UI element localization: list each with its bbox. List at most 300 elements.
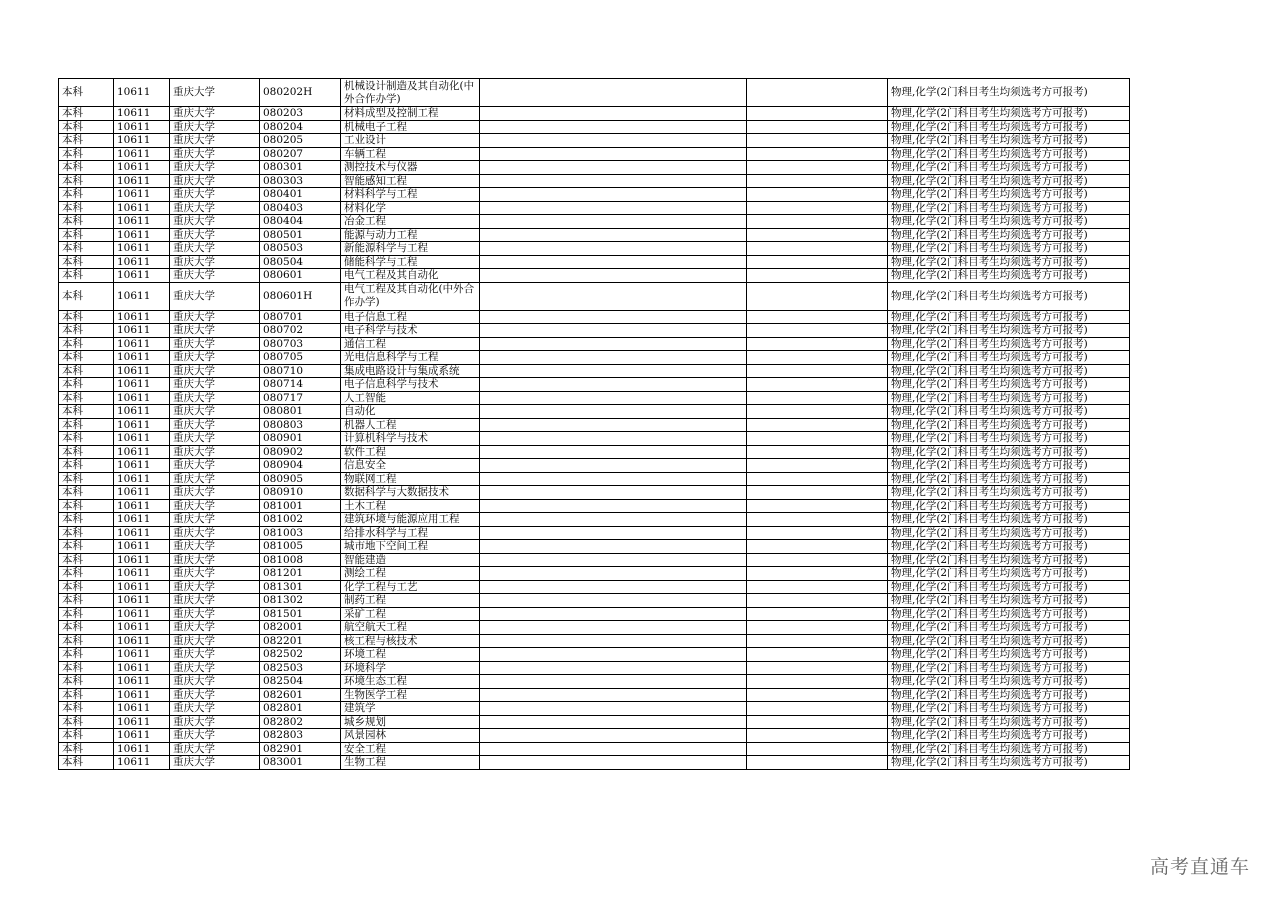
cell-major-name: 环境工程 [341, 648, 480, 662]
cell-major-code: 080710 [260, 364, 341, 378]
cell-major-name: 计算机科学与技术 [341, 432, 480, 446]
cell-requirement: 物理,化学(2门科目考生均须选考方可报考) [888, 567, 1130, 581]
cell-requirement: 物理,化学(2门科目考生均须选考方可报考) [888, 134, 1130, 148]
table-row [59, 459, 1130, 473]
cell-requirement: 物理,化学(2门科目考生均须选考方可报考) [888, 337, 1130, 351]
cell-level: 本科 [59, 120, 114, 134]
cell-school-name: 重庆大学 [170, 459, 260, 473]
cell-requirement: 物理,化学(2门科目考生均须选考方可报考) [888, 553, 1130, 567]
cell-major-code: 080601 [260, 269, 341, 283]
cell-blank1 [480, 174, 747, 188]
cell-school-name: 重庆大学 [170, 756, 260, 770]
cell-blank2 [747, 634, 888, 648]
cell-school-code: 10611 [114, 351, 170, 365]
cell-school-name: 重庆大学 [170, 351, 260, 365]
cell-major-name: 软件工程 [341, 445, 480, 459]
cell-school-code: 10611 [114, 526, 170, 540]
table-row [59, 432, 1130, 446]
cell-major-name: 材料化学 [341, 201, 480, 215]
cell-blank1 [480, 702, 747, 716]
cell-blank1 [480, 79, 747, 107]
cell-major-name: 城市地下空间工程 [341, 540, 480, 554]
cell-school-code: 10611 [114, 364, 170, 378]
cell-level: 本科 [59, 337, 114, 351]
cell-school-name: 重庆大学 [170, 120, 260, 134]
cell-blank2 [747, 188, 888, 202]
cell-school-code: 10611 [114, 472, 170, 486]
cell-requirement: 物理,化学(2门科目考生均须选考方可报考) [888, 174, 1130, 188]
cell-blank2 [747, 729, 888, 743]
cell-blank1 [480, 405, 747, 419]
cell-major-code: 081008 [260, 553, 341, 567]
cell-school-name: 重庆大学 [170, 255, 260, 269]
cell-major-name: 制药工程 [341, 594, 480, 608]
cell-blank2 [747, 324, 888, 338]
cell-school-code: 10611 [114, 120, 170, 134]
cell-level: 本科 [59, 499, 114, 513]
cell-requirement: 物理,化学(2门科目考生均须选考方可报考) [888, 702, 1130, 716]
cell-major-code: 083001 [260, 756, 341, 770]
table-row [59, 472, 1130, 486]
cell-school-name: 重庆大学 [170, 282, 260, 310]
cell-requirement: 物理,化学(2门科目考生均须选考方可报考) [888, 269, 1130, 283]
cell-blank1 [480, 255, 747, 269]
cell-major-code: 080504 [260, 255, 341, 269]
cell-level: 本科 [59, 621, 114, 635]
cell-school-code: 10611 [114, 242, 170, 256]
cell-school-code: 10611 [114, 391, 170, 405]
cell-requirement: 物理,化学(2门科目考生均须选考方可报考) [888, 661, 1130, 675]
cell-blank1 [480, 675, 747, 689]
cell-major-code: 082001 [260, 621, 341, 635]
cell-school-name: 重庆大学 [170, 594, 260, 608]
cell-requirement: 物理,化学(2门科目考生均须选考方可报考) [888, 513, 1130, 527]
cell-major-name: 新能源科学与工程 [341, 242, 480, 256]
cell-major-name: 工业设计 [341, 134, 480, 148]
cell-requirement: 物理,化学(2门科目考生均须选考方可报考) [888, 675, 1130, 689]
cell-level: 本科 [59, 580, 114, 594]
cell-requirement: 物理,化学(2门科目考生均须选考方可报考) [888, 688, 1130, 702]
table-row [59, 269, 1130, 283]
cell-major-code: 080703 [260, 337, 341, 351]
cell-blank1 [480, 188, 747, 202]
cell-requirement: 物理,化学(2门科目考生均须选考方可报考) [888, 351, 1130, 365]
cell-blank1 [480, 445, 747, 459]
cell-school-code: 10611 [114, 432, 170, 446]
cell-major-name: 自动化 [341, 405, 480, 419]
cell-major-name: 光电信息科学与工程 [341, 351, 480, 365]
cell-major-name: 电气工程及其自动化 [341, 269, 480, 283]
cell-major-name: 机器人工程 [341, 418, 480, 432]
cell-school-code: 10611 [114, 215, 170, 229]
major-requirements-table [58, 78, 1130, 770]
table-row [59, 174, 1130, 188]
cell-school-name: 重庆大学 [170, 432, 260, 446]
table-row [59, 201, 1130, 215]
cell-blank2 [747, 174, 888, 188]
cell-major-code: 080303 [260, 174, 341, 188]
cell-major-code: 081003 [260, 526, 341, 540]
cell-school-name: 重庆大学 [170, 445, 260, 459]
cell-school-code: 10611 [114, 742, 170, 756]
cell-blank1 [480, 107, 747, 121]
cell-level: 本科 [59, 459, 114, 473]
cell-blank1 [480, 594, 747, 608]
cell-level: 本科 [59, 418, 114, 432]
cell-level: 本科 [59, 540, 114, 554]
cell-major-code: 080501 [260, 228, 341, 242]
cell-major-name: 给排水科学与工程 [341, 526, 480, 540]
cell-school-name: 重庆大学 [170, 215, 260, 229]
cell-requirement: 物理,化学(2门科目考生均须选考方可报考) [888, 228, 1130, 242]
cell-school-name: 重庆大学 [170, 107, 260, 121]
cell-requirement: 物理,化学(2门科目考生均须选考方可报考) [888, 378, 1130, 392]
cell-blank2 [747, 688, 888, 702]
cell-requirement: 物理,化学(2门科目考生均须选考方可报考) [888, 742, 1130, 756]
cell-school-code: 10611 [114, 201, 170, 215]
cell-requirement: 物理,化学(2门科目考生均须选考方可报考) [888, 120, 1130, 134]
cell-major-name: 生物医学工程 [341, 688, 480, 702]
cell-school-code: 10611 [114, 607, 170, 621]
cell-blank1 [480, 486, 747, 500]
cell-blank2 [747, 445, 888, 459]
cell-school-code: 10611 [114, 282, 170, 310]
cell-blank1 [480, 391, 747, 405]
table-row [59, 634, 1130, 648]
cell-blank1 [480, 756, 747, 770]
cell-major-name: 物联网工程 [341, 472, 480, 486]
table-row [59, 715, 1130, 729]
cell-requirement: 物理,化学(2门科目考生均须选考方可报考) [888, 79, 1130, 107]
cell-blank2 [747, 418, 888, 432]
cell-major-code: 080301 [260, 161, 341, 175]
cell-major-code: 082503 [260, 661, 341, 675]
cell-major-code: 080801 [260, 405, 341, 419]
cell-requirement: 物理,化学(2门科目考生均须选考方可报考) [888, 594, 1130, 608]
cell-blank1 [480, 310, 747, 324]
cell-major-name: 航空航天工程 [341, 621, 480, 635]
cell-blank1 [480, 418, 747, 432]
cell-major-name: 安全工程 [341, 742, 480, 756]
cell-requirement: 物理,化学(2门科目考生均须选考方可报考) [888, 242, 1130, 256]
cell-major-name: 智能感知工程 [341, 174, 480, 188]
cell-blank1 [480, 378, 747, 392]
cell-blank2 [747, 472, 888, 486]
cell-school-name: 重庆大学 [170, 201, 260, 215]
cell-blank1 [480, 472, 747, 486]
cell-major-name: 机械设计制造及其自动化(中外合作办学) [341, 79, 480, 107]
cell-blank1 [480, 715, 747, 729]
cell-blank1 [480, 201, 747, 215]
cell-major-code: 080803 [260, 418, 341, 432]
cell-blank2 [747, 607, 888, 621]
cell-requirement: 物理,化学(2门科目考生均须选考方可报考) [888, 580, 1130, 594]
watermark-logo-text: 高考直通车 [1149, 856, 1250, 878]
cell-blank1 [480, 580, 747, 594]
cell-blank2 [747, 742, 888, 756]
cell-major-name: 智能建造 [341, 553, 480, 567]
cell-blank2 [747, 499, 888, 513]
cell-school-code: 10611 [114, 580, 170, 594]
cell-level: 本科 [59, 391, 114, 405]
table-row [59, 702, 1130, 716]
cell-requirement: 物理,化学(2门科目考生均须选考方可报考) [888, 215, 1130, 229]
cell-level: 本科 [59, 269, 114, 283]
cell-major-code: 080902 [260, 445, 341, 459]
cell-blank1 [480, 553, 747, 567]
cell-level: 本科 [59, 607, 114, 621]
cell-major-name: 核工程与核技术 [341, 634, 480, 648]
cell-blank1 [480, 269, 747, 283]
cell-major-code: 080714 [260, 378, 341, 392]
cell-blank2 [747, 255, 888, 269]
cell-blank2 [747, 621, 888, 635]
cell-school-code: 10611 [114, 702, 170, 716]
cell-school-name: 重庆大学 [170, 607, 260, 621]
cell-school-code: 10611 [114, 269, 170, 283]
cell-blank2 [747, 526, 888, 540]
cell-level: 本科 [59, 107, 114, 121]
cell-level: 本科 [59, 147, 114, 161]
cell-school-name: 重庆大学 [170, 418, 260, 432]
cell-level: 本科 [59, 553, 114, 567]
cell-blank2 [747, 147, 888, 161]
table-row [59, 540, 1130, 554]
cell-major-code: 082502 [260, 648, 341, 662]
cell-requirement: 物理,化学(2门科目考生均须选考方可报考) [888, 729, 1130, 743]
cell-blank2 [747, 269, 888, 283]
cell-major-code: 082901 [260, 742, 341, 756]
cell-school-name: 重庆大学 [170, 580, 260, 594]
cell-school-code: 10611 [114, 445, 170, 459]
cell-major-name: 电子信息科学与技术 [341, 378, 480, 392]
cell-major-code: 080905 [260, 472, 341, 486]
cell-blank1 [480, 364, 747, 378]
cell-level: 本科 [59, 161, 114, 175]
table-row [59, 391, 1130, 405]
cell-major-code: 080601H [260, 282, 341, 310]
cell-major-name: 通信工程 [341, 337, 480, 351]
cell-requirement: 物理,化学(2门科目考生均须选考方可报考) [888, 486, 1130, 500]
table-row [59, 228, 1130, 242]
cell-requirement: 物理,化学(2门科目考生均须选考方可报考) [888, 540, 1130, 554]
cell-blank2 [747, 594, 888, 608]
cell-school-name: 重庆大学 [170, 391, 260, 405]
table-row [59, 161, 1130, 175]
cell-school-code: 10611 [114, 147, 170, 161]
cell-level: 本科 [59, 364, 114, 378]
cell-school-name: 重庆大学 [170, 729, 260, 743]
cell-school-name: 重庆大学 [170, 324, 260, 338]
cell-major-code: 080904 [260, 459, 341, 473]
cell-school-name: 重庆大学 [170, 364, 260, 378]
cell-major-code: 081005 [260, 540, 341, 554]
cell-blank2 [747, 79, 888, 107]
cell-major-name: 储能科学与工程 [341, 255, 480, 269]
table-row [59, 147, 1130, 161]
table-row [59, 661, 1130, 675]
cell-school-name: 重庆大学 [170, 499, 260, 513]
cell-blank2 [747, 553, 888, 567]
cell-school-name: 重庆大学 [170, 702, 260, 716]
cell-blank2 [747, 337, 888, 351]
cell-school-code: 10611 [114, 310, 170, 324]
table-row [59, 567, 1130, 581]
cell-major-code: 081501 [260, 607, 341, 621]
cell-major-name: 环境生态工程 [341, 675, 480, 689]
cell-major-name: 建筑环境与能源应用工程 [341, 513, 480, 527]
cell-blank2 [747, 459, 888, 473]
cell-requirement: 物理,化学(2门科目考生均须选考方可报考) [888, 756, 1130, 770]
cell-requirement: 物理,化学(2门科目考生均须选考方可报考) [888, 405, 1130, 419]
cell-major-name: 测绘工程 [341, 567, 480, 581]
cell-major-code: 080702 [260, 324, 341, 338]
cell-school-code: 10611 [114, 255, 170, 269]
cell-major-code: 081301 [260, 580, 341, 594]
cell-requirement: 物理,化学(2门科目考生均须选考方可报考) [888, 499, 1130, 513]
cell-major-code: 081201 [260, 567, 341, 581]
cell-level: 本科 [59, 134, 114, 148]
cell-level: 本科 [59, 486, 114, 500]
cell-requirement: 物理,化学(2门科目考生均须选考方可报考) [888, 324, 1130, 338]
cell-school-code: 10611 [114, 594, 170, 608]
cell-blank1 [480, 607, 747, 621]
cell-blank1 [480, 134, 747, 148]
table-row [59, 188, 1130, 202]
cell-major-code: 080901 [260, 432, 341, 446]
cell-school-code: 10611 [114, 553, 170, 567]
cell-school-name: 重庆大学 [170, 621, 260, 635]
cell-major-name: 化学工程与工艺 [341, 580, 480, 594]
cell-blank1 [480, 351, 747, 365]
cell-major-name: 风景园林 [341, 729, 480, 743]
cell-school-code: 10611 [114, 567, 170, 581]
cell-requirement: 物理,化学(2门科目考生均须选考方可报考) [888, 147, 1130, 161]
cell-major-name: 环境科学 [341, 661, 480, 675]
cell-school-name: 重庆大学 [170, 553, 260, 567]
cell-blank1 [480, 621, 747, 635]
cell-school-name: 重庆大学 [170, 486, 260, 500]
cell-major-name: 车辆工程 [341, 147, 480, 161]
cell-school-name: 重庆大学 [170, 526, 260, 540]
cell-requirement: 物理,化学(2门科目考生均须选考方可报考) [888, 310, 1130, 324]
cell-school-name: 重庆大学 [170, 715, 260, 729]
cell-level: 本科 [59, 432, 114, 446]
cell-major-code: 082802 [260, 715, 341, 729]
cell-school-name: 重庆大学 [170, 310, 260, 324]
cell-school-name: 重庆大学 [170, 242, 260, 256]
cell-major-code: 080403 [260, 201, 341, 215]
cell-major-name: 测控技术与仪器 [341, 161, 480, 175]
cell-level: 本科 [59, 715, 114, 729]
cell-school-name: 重庆大学 [170, 174, 260, 188]
table-row [59, 405, 1130, 419]
table-row [59, 526, 1130, 540]
cell-school-name: 重庆大学 [170, 161, 260, 175]
cell-blank2 [747, 405, 888, 419]
table-row [59, 107, 1130, 121]
cell-major-name: 能源与动力工程 [341, 228, 480, 242]
cell-major-code: 080701 [260, 310, 341, 324]
cell-blank2 [747, 282, 888, 310]
cell-blank2 [747, 432, 888, 446]
cell-major-code: 080705 [260, 351, 341, 365]
cell-blank2 [747, 228, 888, 242]
cell-requirement: 物理,化学(2门科目考生均须选考方可报考) [888, 188, 1130, 202]
cell-level: 本科 [59, 282, 114, 310]
table-row [59, 255, 1130, 269]
cell-school-name: 重庆大学 [170, 134, 260, 148]
table-row [59, 729, 1130, 743]
cell-blank1 [480, 228, 747, 242]
cell-requirement: 物理,化学(2门科目考生均须选考方可报考) [888, 472, 1130, 486]
cell-major-code: 081302 [260, 594, 341, 608]
cell-level: 本科 [59, 634, 114, 648]
cell-blank2 [747, 201, 888, 215]
cell-major-code: 080401 [260, 188, 341, 202]
cell-school-code: 10611 [114, 228, 170, 242]
cell-school-name: 重庆大学 [170, 567, 260, 581]
cell-blank1 [480, 147, 747, 161]
cell-major-name: 土木工程 [341, 499, 480, 513]
cell-blank2 [747, 567, 888, 581]
cell-blank2 [747, 161, 888, 175]
table-row [59, 282, 1130, 310]
table-row [59, 675, 1130, 689]
cell-blank1 [480, 324, 747, 338]
cell-requirement: 物理,化学(2门科目考生均须选考方可报考) [888, 418, 1130, 432]
cell-school-name: 重庆大学 [170, 742, 260, 756]
cell-major-code: 082803 [260, 729, 341, 743]
cell-school-name: 重庆大学 [170, 147, 260, 161]
table-row [59, 324, 1130, 338]
cell-blank1 [480, 282, 747, 310]
cell-blank2 [747, 351, 888, 365]
cell-school-code: 10611 [114, 756, 170, 770]
cell-major-code: 080207 [260, 147, 341, 161]
cell-requirement: 物理,化学(2门科目考生均须选考方可报考) [888, 107, 1130, 121]
cell-major-name: 采矿工程 [341, 607, 480, 621]
cell-level: 本科 [59, 324, 114, 338]
table-row [59, 351, 1130, 365]
table-row [59, 742, 1130, 756]
cell-level: 本科 [59, 215, 114, 229]
cell-school-name: 重庆大学 [170, 675, 260, 689]
cell-school-name: 重庆大学 [170, 661, 260, 675]
cell-level: 本科 [59, 742, 114, 756]
cell-school-name: 重庆大学 [170, 688, 260, 702]
table-row [59, 134, 1130, 148]
cell-level: 本科 [59, 201, 114, 215]
table-row [59, 337, 1130, 351]
cell-major-code: 080717 [260, 391, 341, 405]
cell-level: 本科 [59, 567, 114, 581]
cell-blank1 [480, 513, 747, 527]
cell-major-name: 人工智能 [341, 391, 480, 405]
table-row [59, 378, 1130, 392]
cell-blank1 [480, 459, 747, 473]
cell-level: 本科 [59, 242, 114, 256]
table-row [59, 594, 1130, 608]
cell-blank2 [747, 310, 888, 324]
cell-major-name: 材料科学与工程 [341, 188, 480, 202]
cell-blank2 [747, 391, 888, 405]
cell-requirement: 物理,化学(2门科目考生均须选考方可报考) [888, 161, 1130, 175]
cell-major-name: 建筑学 [341, 702, 480, 716]
cell-school-name: 重庆大学 [170, 269, 260, 283]
cell-major-name: 电子信息工程 [341, 310, 480, 324]
cell-blank2 [747, 486, 888, 500]
